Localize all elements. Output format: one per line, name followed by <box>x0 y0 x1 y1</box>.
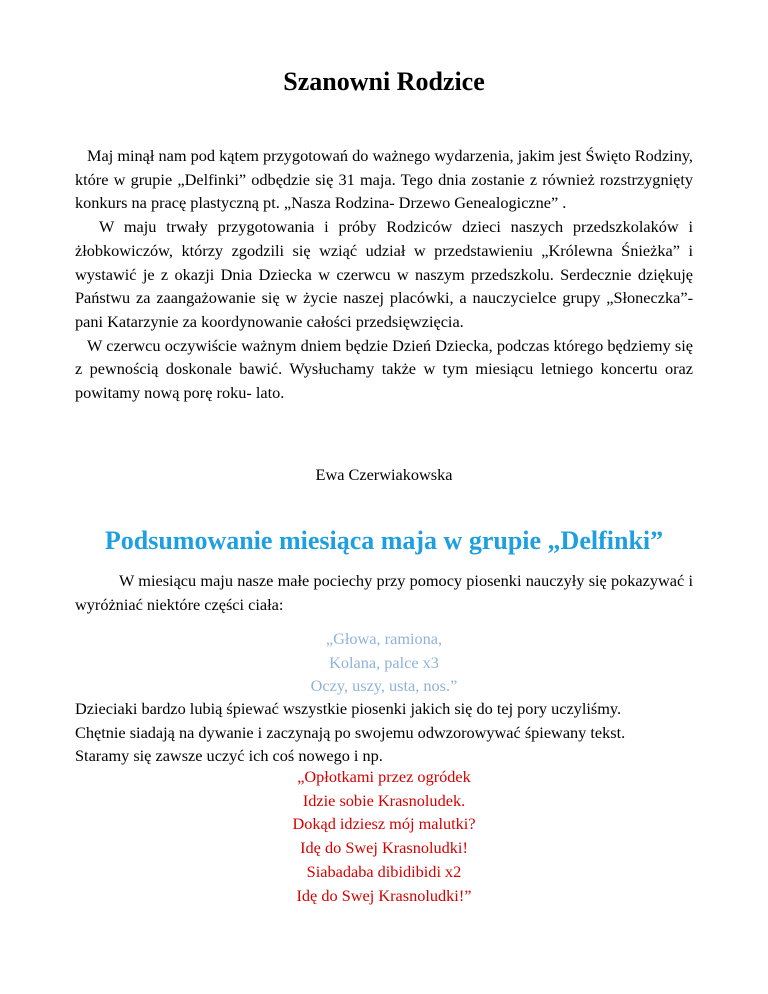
song2-line-4: Idę do Swej Krasnoludki! <box>300 838 468 858</box>
song-krasnoludek <box>0 765 768 907</box>
song-body-parts <box>0 627 768 698</box>
middle-line-3: Staramy się zawsze uczyć ich coś nowego i np. <box>75 746 383 766</box>
song2-line-2: Idzie sobie Krasnoludek. <box>302 790 466 810</box>
letter-body <box>75 144 693 405</box>
signature: Ewa Czerwiakowska <box>315 465 453 484</box>
song2-line-1: „Opłotkami przez ogródek <box>297 767 471 786</box>
letter-paragraph-2: W maju trwały przygotowania i próby Rodziców dzieci naszych przedszkolaków i żłobkowiczów, którzy zgodzili się wziąć udział w przedstawieniu „Królewna Śnieżka” i wystawić je z okazji Dnia Dziecka w czerwcu w naszym przedszkolu. Serdecznie dziękuję Państwu za zaangażowanie się w życie naszej placówki, a nauczycielce grupy „Słoneczka”- pani Katarzynie za koordynowanie całości przedsięwzięcia. <box>75 217 693 331</box>
song1-line-1: „Głowa, ramiona, <box>325 629 443 648</box>
song2-line-3: Dokąd idziesz mój malutki? <box>292 814 476 834</box>
middle-line-2: Chętnie siadają na dywanie i zaczynają po swojemu odwzorowywać śpiewany tekst. <box>75 722 626 742</box>
middle-text <box>75 697 715 768</box>
middle-line-1: Dzieciaki bardzo lubią śpiewać wszystkie piosenki jakich się do tej pory uczyliśmy. <box>75 699 622 718</box>
song1-line-3: Oczy, uszy, usta, nos.” <box>310 676 458 696</box>
song2-line-6: Idę do Swej Krasnoludki!” <box>296 885 472 905</box>
summary-intro <box>75 569 693 616</box>
song2-line-5: Siabadaba dibidibidi x2 <box>306 861 462 881</box>
section-heading: Podsumowanie miesiąca maja w grupie „Delfinki” <box>104 526 664 555</box>
page-title: Szanowni Rodzice <box>283 67 485 96</box>
letter-paragraph-3: W czerwcu oczywiście ważnym dniem będzie Dzień Dziecka, podczas którego będziemy się z pewnością doskonale bawić. Wysłuchamy także w tym miesiącu letniego koncertu oraz powitamy nową porę roku- lato. <box>75 335 693 403</box>
song1-line-2: Kolana, palce x3 <box>329 652 439 672</box>
summary-paragraph: W miesiącu maju nasze małe pociechy przy pomocy piosenki nauczyły się pokazywać i wyróżniać niektóre części ciała: <box>75 571 693 614</box>
letter-paragraph-1: Maj minął nam pod kątem przygotowań do ważnego wydarzenia, jakim jest Święto Rodziny, które w grupie „Delfinki” odbędzie się 31 maja. Tego dnia zostanie z również rozstrzygnięty konkurs na pracę plastyczną pt. „Nasza Rodzina- Drzewo Genealogiczne” . <box>75 146 693 213</box>
